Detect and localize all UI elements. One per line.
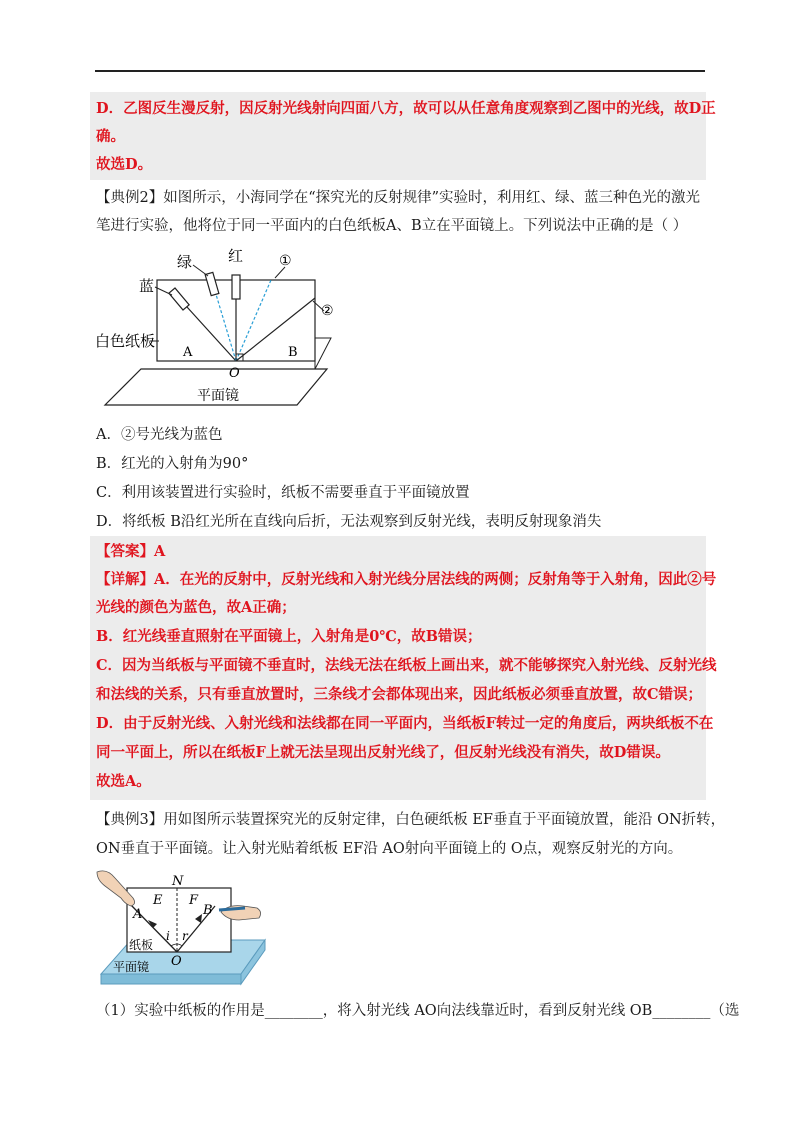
- answer-d-line2: 确。: [96, 128, 125, 145]
- label-i: i: [166, 929, 170, 943]
- example3-question-line2: ON垂直于平面镜。让入射光贴着纸板 EF沿 AO射向平面镜上的 O点，观察反射光的方向。: [96, 841, 683, 857]
- board-b-back: [315, 338, 331, 369]
- answer-choose: 故选D。: [96, 156, 153, 173]
- example3-question-line1: 【典例3】用如图所示装置探究光的反射定律，白色硬纸板 EF垂直于平面镜放置，能沿 ON折转，: [96, 812, 726, 828]
- label-blue: 蓝: [139, 277, 155, 295]
- label-o: O: [171, 954, 182, 969]
- label-mirror: 平面镜: [113, 960, 150, 974]
- detail-line-3: B．红光线垂直照射在平面镜上，入射角是0℃，故B错误；: [96, 628, 482, 645]
- option-c: C．利用该装置进行实验时，纸板不需要垂直于平面镜放置: [96, 485, 470, 501]
- label-b: B: [203, 903, 213, 918]
- detail-line-8: 故选A。: [96, 773, 151, 790]
- option-b: B．红光的入射角为90°: [96, 456, 249, 472]
- detail-line-1: 【详解】A．在光的反射中，反射光线和入射光线分居法线的两侧；反射角等于入射角，因此②号: [96, 571, 717, 588]
- example2-figure: [95, 243, 355, 413]
- label-board: 白色纸板: [95, 332, 156, 350]
- option-a: A．②号光线为蓝色: [96, 427, 223, 443]
- label-ray2: ②: [321, 303, 334, 319]
- detail-line-7: 同一平面上，所以在纸板F上就无法呈现出反射光线了，但反射光线没有消失，故D错误。: [96, 744, 670, 761]
- mirror-front: [101, 974, 241, 984]
- label-green: 绿: [177, 253, 193, 271]
- example2-question-line1: 【典例2】如图所示，小海同学在“探究光的反射规律”实验时，利用红、绿、蓝三种色光的激光: [96, 190, 701, 206]
- label-red: 红: [228, 247, 244, 265]
- detail-line-5: 和法线的关系，只有垂直放置时，三条线才会都体现出来，因此纸板必须垂直放置，故C错误；: [96, 686, 703, 703]
- detail-line-4: C．因为当纸板与平面镜不垂直时，法线无法在纸板上画出来，就不能够探究入射光线、反射光线: [96, 657, 717, 674]
- label-e: E: [153, 893, 163, 908]
- label-b: B: [288, 345, 298, 360]
- label-a: A: [133, 907, 143, 922]
- pencil: [219, 908, 245, 910]
- option-d: D．将纸板 B沿红光所在直线向后折，无法观察到反射光线，表明反射现象消失: [96, 514, 602, 530]
- answer-label: 【答案】A: [96, 543, 166, 560]
- label-a: A: [183, 345, 193, 360]
- label-board: 纸板: [129, 938, 154, 952]
- example2-question-line2: 笔进行实验，他将位于同一平面内的白色纸板A、B立在平面镜上。下列说法中正确的是（ ）: [96, 218, 688, 234]
- label-r: r: [182, 929, 188, 943]
- detail-line-2: 光线的颜色为蓝色，故A正确；: [96, 599, 296, 616]
- header-rule: [95, 70, 705, 72]
- label-n: N: [172, 874, 184, 889]
- label-ray1: ①: [279, 253, 292, 269]
- leader-green: [193, 265, 208, 276]
- label-o: O: [229, 366, 240, 381]
- answer-d-line1: D．乙图反生漫反射，因反射光线射向四面八方，故可以从任意角度观察到乙图中的光线，故D正: [96, 100, 716, 117]
- example3-sub1: （1）实验中纸板的作用是________，将入射光线 AO向法线靠近时，看到反射光线 OB________（选: [96, 1003, 740, 1019]
- detail-line-6: D．由于反射光线、入射光线和法线都在同一平面内，当纸板F转过一定的角度后，两块纸板不在: [96, 715, 714, 732]
- label-mirror: 平面镜: [197, 388, 239, 404]
- example3-figure: [93, 868, 268, 994]
- red-laser-pen: [232, 275, 240, 299]
- label-f: F: [189, 893, 199, 908]
